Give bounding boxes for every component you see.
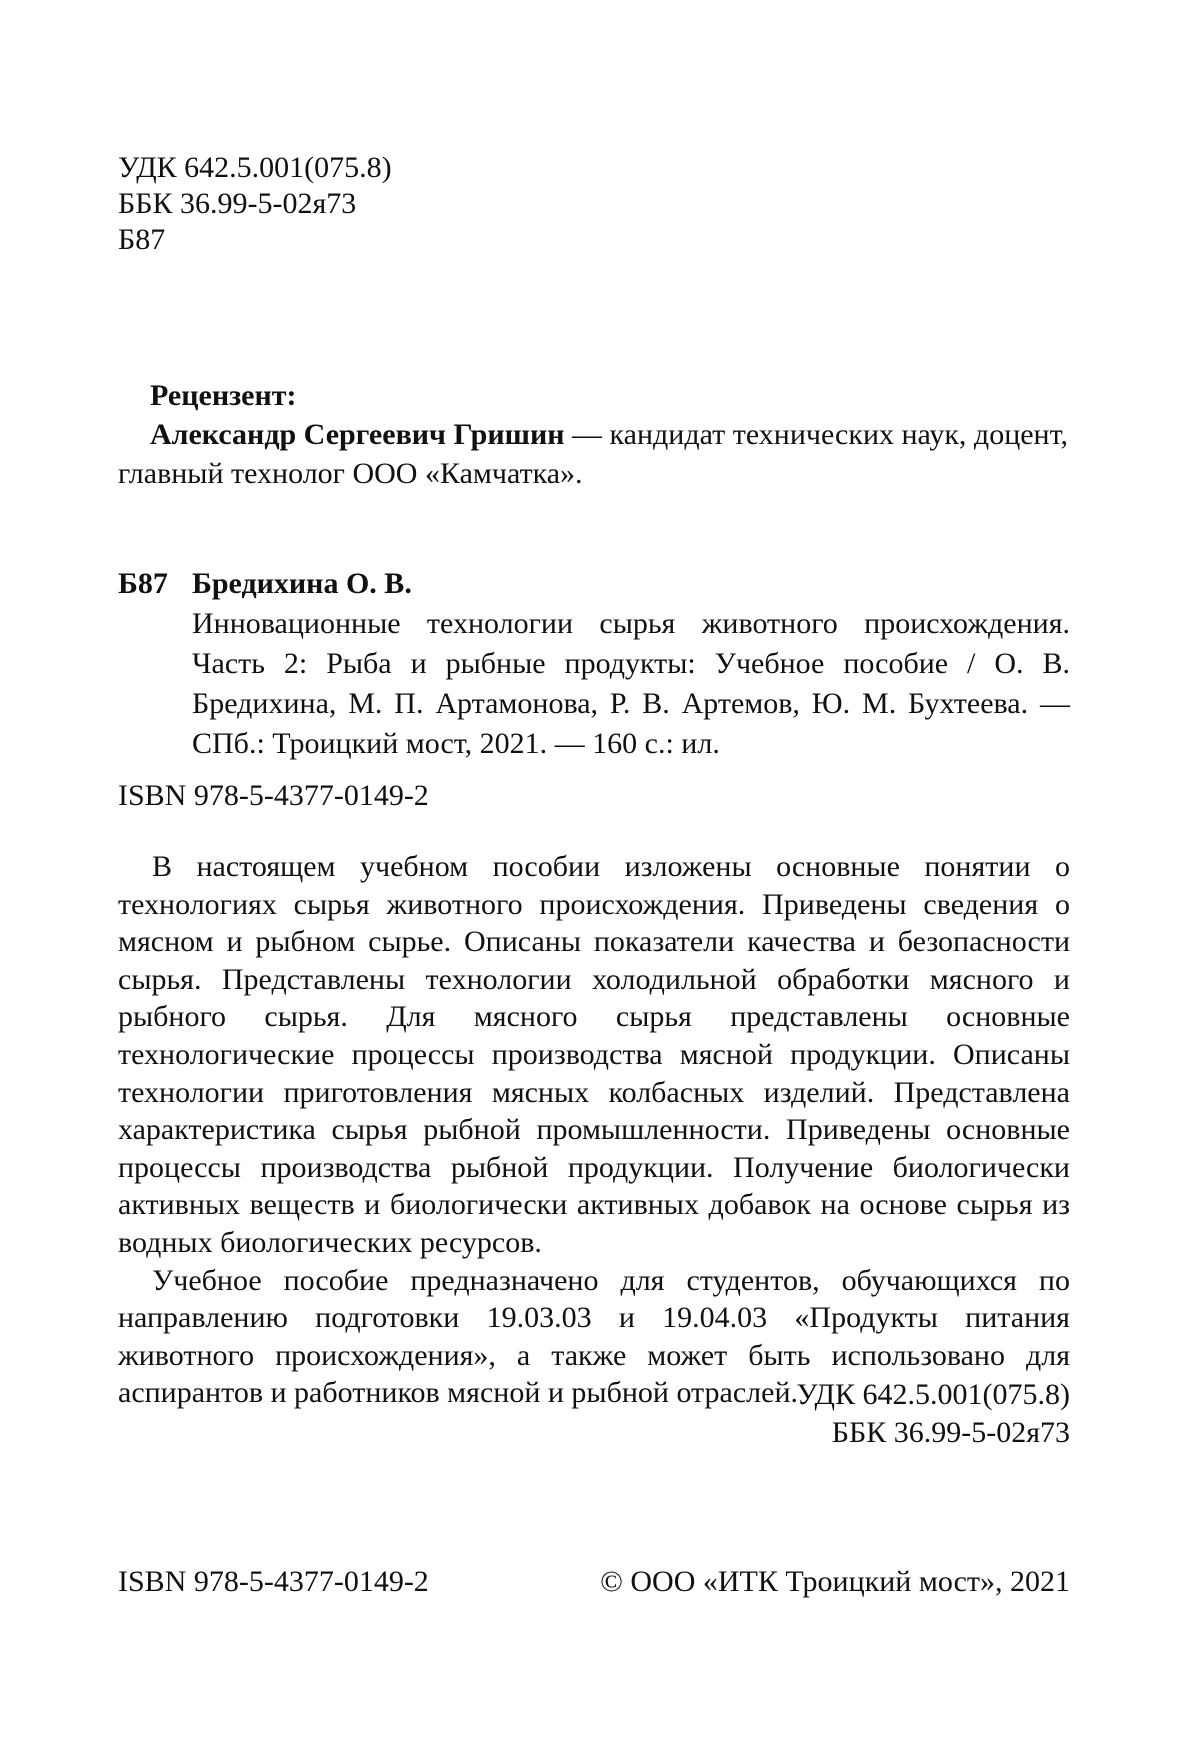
abstract-paragraph: В настоящем учебном пособии изложены основные понятии о технологиях сырья животного происхождения. Приведены сведения о мясном и рыбном сырье. Описаны показатели качества и безопасности сырья. Представлены технологии холодильной обработки мясного и рыбного сырья. Для мясного сырья представлены основные технологические процессы производства мясной продукции. Описаны технологии приготовления мясных колбасных изделий. Представлена характеристика сырья рыбной промышленности. Приведены основные процессы производства рыбной продукции. Получение биологически активных веществ и биологически активных добавок на основе сырья из водных биологических ресурсов. [118, 848, 1070, 1262]
reviewer-label: Рецензент: [150, 376, 1070, 415]
bbk-code: ББК 36.99-5-02я73 [118, 186, 392, 222]
abstract-paragraph: Учебное пособие предназначено для студентов, обучающихся по направлению подготовки 19.03.03 и 19.04.03 «Продукты питания животного происхождения», а также может быть использовано для аспирантов и работников мясной и рыбной отраслей. [118, 1262, 1070, 1412]
classification-codes [118, 150, 392, 258]
isbn: ISBN 978-5-4377-0149-2 [118, 778, 429, 814]
bottom-classification-codes [796, 1376, 1070, 1452]
footer-isbn: ISBN 978-5-4377-0149-2 [118, 1564, 429, 1600]
catalog-author: Бредихина О. В. [192, 564, 1070, 604]
author-mark: Б87 [118, 222, 392, 258]
catalog-entry [118, 564, 1070, 764]
bottom-udk-code: УДК 642.5.001(075.8) [796, 1376, 1070, 1414]
udk-code: УДК 642.5.001(075.8) [118, 150, 392, 186]
reviewer-credentials: — кандидат технических наук, доцент, главный технолог ООО «Камчатка». [118, 418, 1068, 490]
reviewer-name: Александр Сергеевич Гришин [150, 418, 565, 451]
imprint-page [0, 0, 1200, 1756]
reviewer-description [118, 415, 1070, 493]
copyright: © ООО «ИТК Троицкий мост», 2021 [600, 1564, 1070, 1600]
catalog-code: Б87 [118, 564, 168, 604]
bottom-bbk-code: ББК 36.99-5-02я73 [796, 1414, 1070, 1452]
abstract [118, 848, 1070, 1412]
reviewer-block [150, 376, 1070, 493]
catalog-entry-body [192, 564, 1070, 764]
catalog-bibliography: Инновационные технологии сырья животного происхождения. Часть 2: Рыба и рыбные продукты: Учебное пособие / О. В. Бредихина, М. П. Артамонова, Р. В. Артемов, Ю. М. Бухтеева. — СПб.: Троицкий мост, 2021. — 160 с.: ил. [192, 604, 1070, 764]
